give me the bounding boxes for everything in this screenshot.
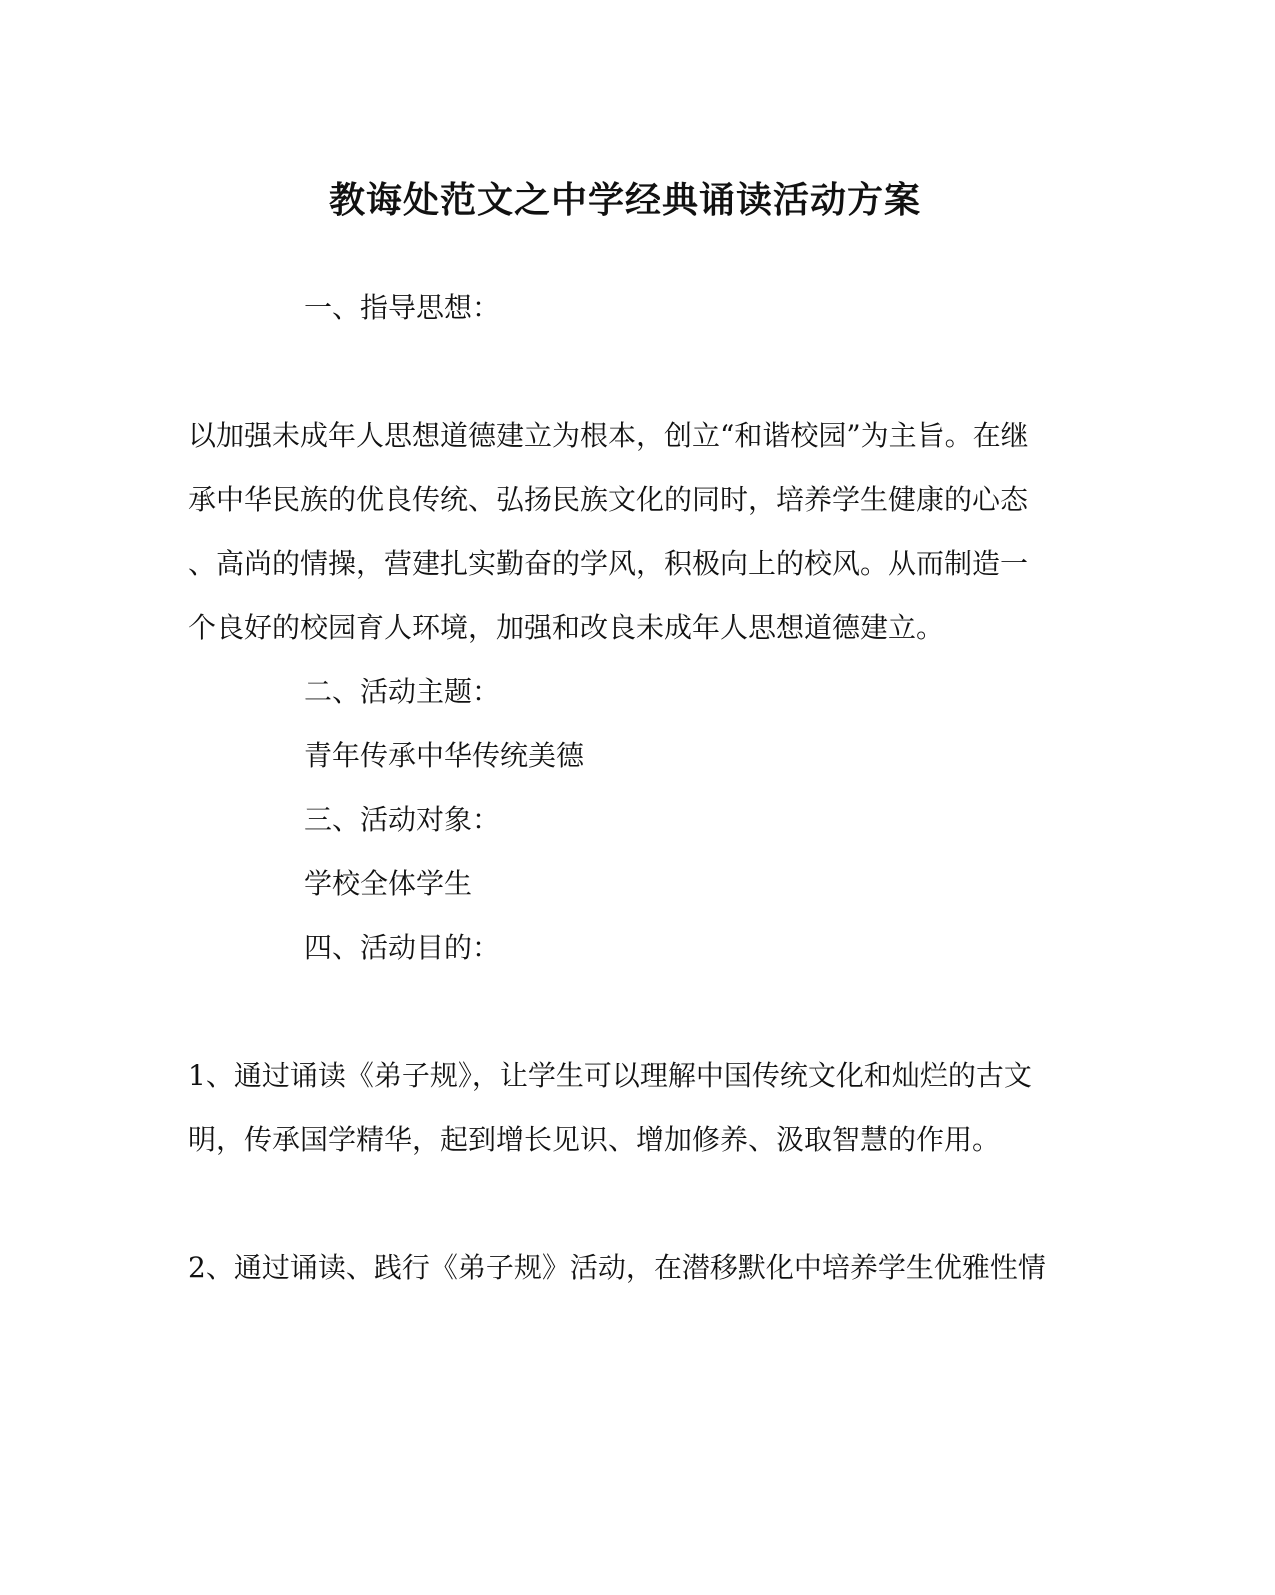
- section1-line-4: 个良好的校园育人环境，加强和改良未成年人思想道德建立。: [188, 611, 945, 644]
- section1-heading: 一、指导思想：: [304, 291, 501, 324]
- item2-line-1: 2、通过诵读、践行《弟子规》活动，在潜移默化中培养学生优雅性情: [188, 1251, 1046, 1284]
- section2-heading: 二、活动主题：: [304, 675, 501, 708]
- section1-line-2: 承中华民族的优良传统、弘扬民族文化的同时，培养学生健康的心态: [188, 483, 1029, 516]
- section4-heading: 四、活动目的：: [304, 931, 501, 964]
- section3-body: 学校全体学生: [304, 867, 473, 900]
- item1-line-2: 明，传承国学精华，起到增长见识、增加修养、汲取智慧的作用。: [188, 1123, 1001, 1156]
- section1-line-3: 、高尚的情操，营建扎实勤奋的学风，积极向上的校风。从而制造一: [188, 547, 1029, 580]
- section1-line-1: 以加强未成年人思想道德建立为根本，创立“和谐校园”为主旨。在继: [188, 419, 1029, 452]
- section2-body: 青年传承中华传统美德: [304, 739, 585, 772]
- item1-line-1: 1、通过诵读《弟子规》，让学生可以理解中国传统文化和灿烂的古文: [188, 1059, 1032, 1092]
- document-title: 教诲处范文之中学经典诵读活动方案: [328, 179, 921, 221]
- section3-heading: 三、活动对象：: [304, 803, 501, 836]
